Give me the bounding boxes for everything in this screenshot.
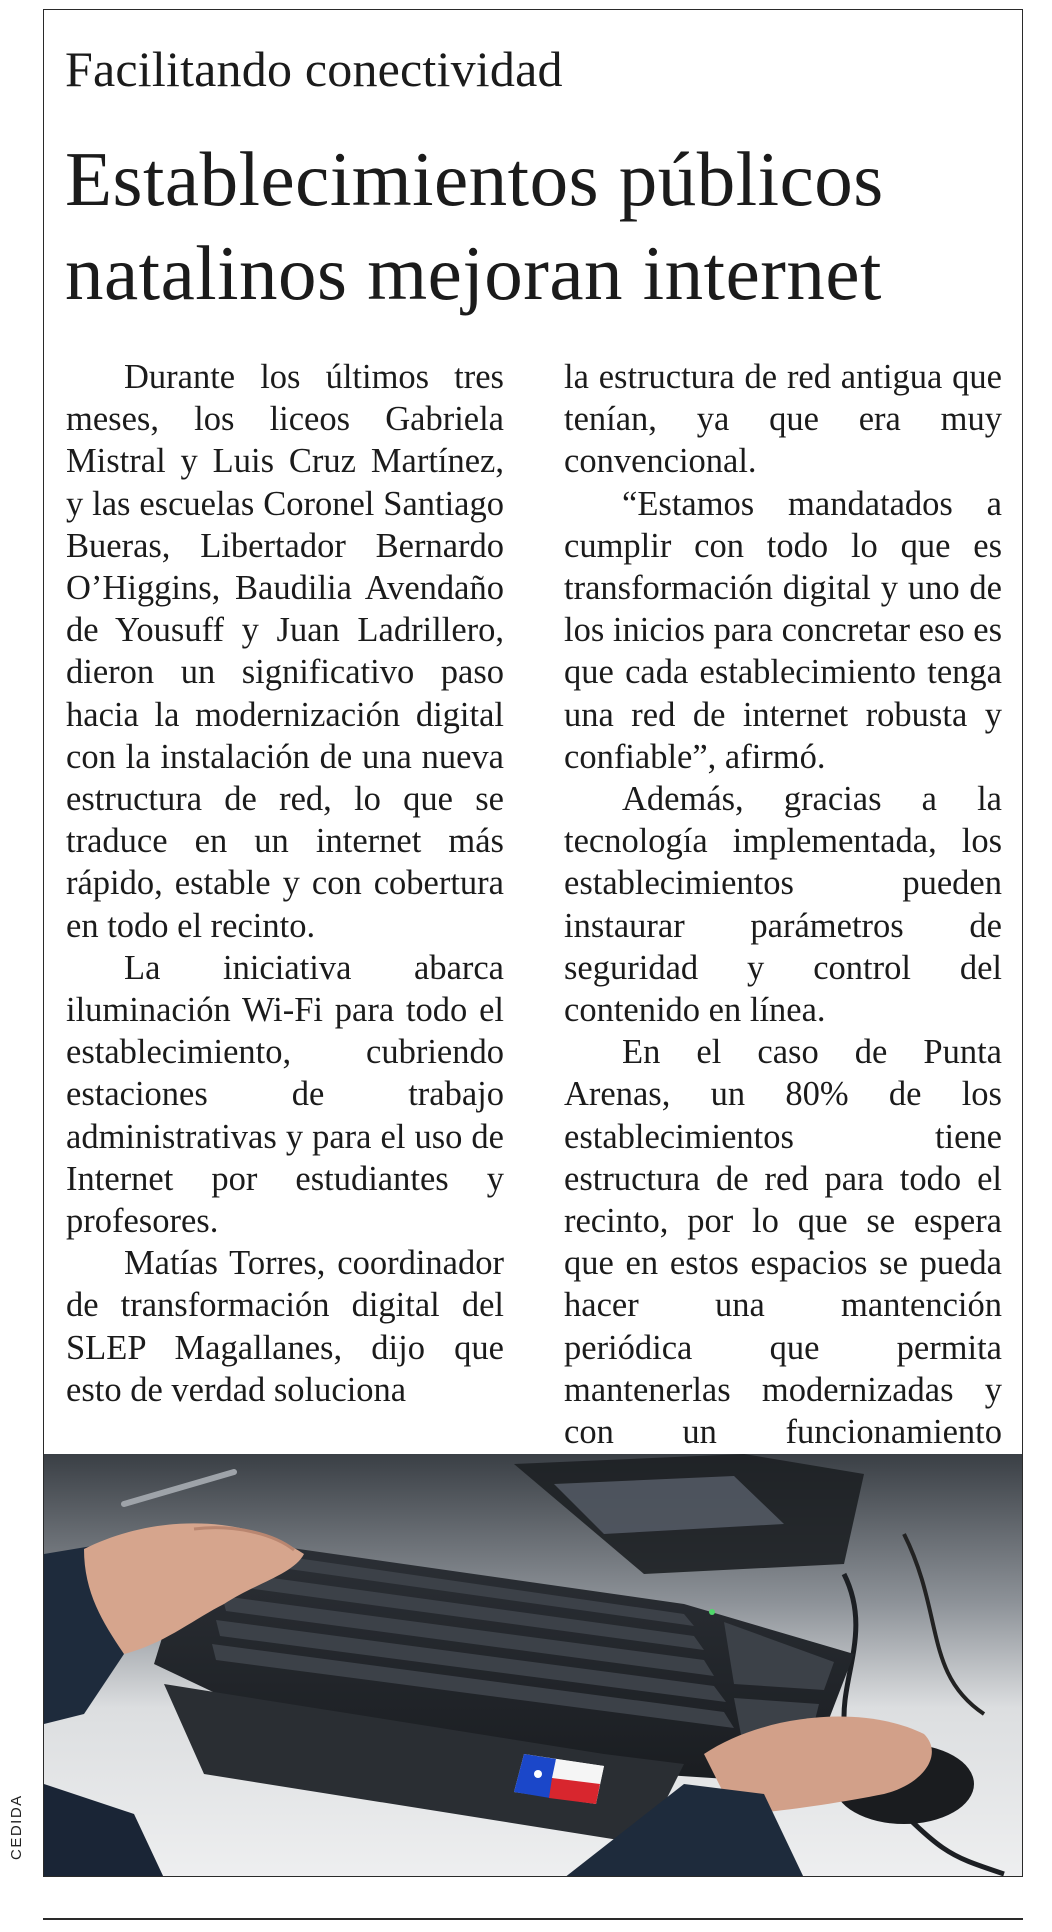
paragraph: la estructura de red antigua que tenían, ya que era muy convencional. — [564, 358, 1002, 481]
paragraph: La iniciativa abarca iluminación Wi-Fi para todo el establecimiento, cubriendo estaciones de trabajo administrativas y para el uso de Internet por estudiantes y profesores. — [66, 948, 504, 1241]
article-frame — [43, 9, 1023, 1877]
paragraph: Durante los últimos tres meses, los liceos Gabriela Mistral y Luis Cruz Martínez, y las escuelas Coronel Santiago Bueras, Libertador Bernardo O’Higgins, Baudilia Avendaño de Yousuff y Juan Ladrillero, dieron un significativo paso hacia la modernización digital con la instalación de una nueva estructura de red, lo que se traduce en un internet más rápido, estable y con cobertura en todo el recinto. — [66, 358, 504, 945]
paragraph: Además, gracias a la tecnología implementada, los establecimientos pueden instaurar parámetros de seguridad y control del contenido en línea. — [564, 780, 1002, 1030]
body-column-left — [66, 356, 504, 1411]
headline-line-2: natalinos mejoran internet — [65, 230, 882, 316]
bottom-divider — [43, 1918, 1023, 1920]
paragraph: “Estamos mandatados a cumplir con todo lo que es transformación digital y uno de los inicios para concretar eso es que cada establecimiento tenga una red de internet robusta y confiable”, afirmó. — [564, 484, 1002, 776]
headline-line-1: Establecimientos públicos — [65, 136, 884, 222]
status-led — [709, 1609, 715, 1615]
paragraph: En el caso de Punta Arenas, un 80% de los establecimientos tiene estructura de red para todo el recinto, por lo que se espera que en estos espacios se pueda hacer una mantención periódica que permita mantenerlas modernizadas y con un funcionamiento — [564, 1033, 1002, 1452]
paragraph: Matías Torres, coordinador de transformación digital del SLEP Magallanes, dijo que esto de verdad soluciona — [66, 1244, 504, 1409]
body-column-right — [564, 356, 1002, 1495]
article-photo — [44, 1454, 1023, 1877]
photo-credit: CEDIDA — [8, 1794, 25, 1860]
article-headline — [65, 132, 1015, 320]
keyboard-photo-illustration — [44, 1454, 1023, 1877]
article-kicker: Facilitando conectividad — [65, 41, 563, 97]
